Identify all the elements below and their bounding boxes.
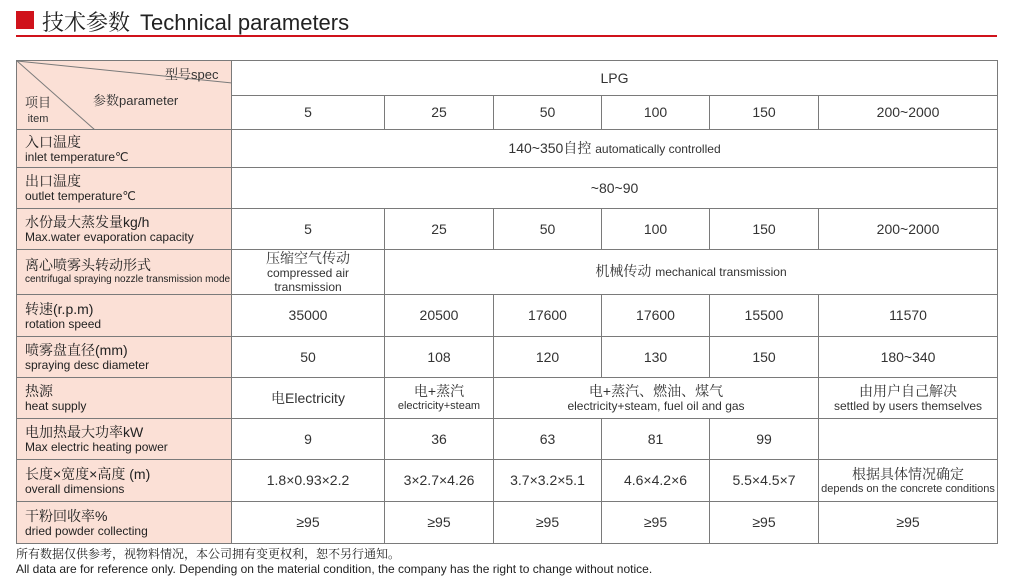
value-cell: 36 — [385, 419, 494, 460]
value-cell: 11570 — [819, 295, 998, 337]
value-cell: 150 — [710, 209, 819, 250]
label-en: rotation speed — [25, 316, 102, 331]
dimensions-last-cell — [819, 460, 998, 502]
cell-zh: 压缩空气传动 — [266, 250, 350, 266]
label-en: dried powder collecting — [25, 523, 148, 538]
footer-note-en: All data are for reference only. Depending on the material condition, the company has the right to change without notice. — [16, 562, 653, 576]
value-cell: 150 — [710, 337, 819, 378]
row-outlet-temperature — [17, 168, 998, 209]
header-divider — [16, 35, 997, 37]
label-zh: 水份最大蒸发量kg/h — [25, 214, 150, 230]
model-size-cell: 5 — [232, 96, 385, 130]
model-size-cell: 150 — [710, 96, 819, 130]
row-label — [17, 168, 232, 209]
row-rotation-speed — [17, 295, 998, 337]
value-cell: 5 — [232, 209, 385, 250]
cell-en: electricity+steam — [397, 400, 481, 412]
value-cell: 50 — [494, 209, 602, 250]
label-zh: 离心喷雾头转动形式 — [25, 257, 151, 273]
label-zh: 热源 — [25, 383, 53, 399]
value-cell: ≥95 — [494, 502, 602, 544]
row-label — [17, 209, 232, 250]
nozzle-rest-cell — [385, 250, 998, 295]
value-cell: 4.6×4.2×6 — [602, 460, 710, 502]
nozzle-first-cell — [232, 250, 385, 295]
label-en: spraying desc diameter — [25, 358, 150, 372]
cell-en: compressed air transmission — [266, 266, 350, 294]
value-cell: 130 — [602, 337, 710, 378]
corner-cell — [17, 61, 232, 130]
row-overall-dimensions — [17, 460, 998, 502]
corner-item-en: item — [27, 113, 49, 125]
heat-electric-steam-cell — [385, 378, 494, 419]
cell-en: mechanical transmission — [655, 265, 787, 279]
value-cell: ≥95 — [602, 502, 710, 544]
label-zh: 入口温度 — [25, 133, 81, 150]
value-cell: 63 — [494, 419, 602, 460]
heat-user-cell — [819, 378, 998, 419]
value-cell: 9 — [232, 419, 385, 460]
value-cell: 50 — [232, 337, 385, 378]
inlet-value-cell — [232, 130, 998, 168]
value-cell: 5.5×4.5×7 — [710, 460, 819, 502]
value-cell: 3.7×3.2×5.1 — [494, 460, 602, 502]
corner-parameter-label: 参数parameter — [93, 93, 179, 108]
label-zh: 电加热最大功率kW — [25, 424, 144, 440]
row-powder-recovery — [17, 502, 998, 544]
value-cell: 99 — [710, 419, 819, 460]
value-cell: 17600 — [602, 295, 710, 337]
cell-zh: 电+蒸汽 — [413, 383, 465, 399]
label-zh: 长度×宽度×高度 (m) — [25, 465, 151, 482]
spec-table — [16, 60, 998, 544]
row-evaporation-capacity — [17, 209, 998, 250]
row-label — [17, 130, 232, 168]
row-label — [17, 460, 232, 502]
cell-zh: 根据具体情况确定 — [852, 465, 965, 482]
label-zh: 干粉回收率% — [25, 507, 108, 524]
value-cell: ≥95 — [385, 502, 494, 544]
value-cell — [819, 419, 998, 460]
value-cell: 15500 — [710, 295, 819, 337]
label-en: Max electric heating power — [25, 440, 168, 454]
section-title-zh: 技术参数 — [42, 10, 131, 35]
footer-note — [16, 547, 652, 577]
cell-zh: 机械传动 — [595, 263, 652, 279]
corner-item-label — [25, 95, 51, 127]
row-label — [17, 419, 232, 460]
value-cell: 25 — [385, 209, 494, 250]
value-cell: 100 — [602, 209, 710, 250]
label-en: inlet temperature℃ — [25, 149, 129, 164]
model-size-cell: 50 — [494, 96, 602, 130]
label-en: overall dimensions — [25, 481, 125, 496]
model-header-row — [17, 61, 998, 96]
model-name-cell: LPG — [232, 61, 998, 96]
value-cell: 180~340 — [819, 337, 998, 378]
value-cell: 17600 — [494, 295, 602, 337]
section-header — [0, 0, 1031, 40]
row-inlet-temperature — [17, 130, 998, 168]
value-cell: 3×2.7×4.26 — [385, 460, 494, 502]
inlet-value-en: automatically controlled — [595, 141, 721, 156]
row-label — [17, 250, 232, 295]
row-nozzle-transmission — [17, 250, 998, 295]
corner-item-zh: 项目 — [25, 95, 52, 110]
value-cell: 20500 — [385, 295, 494, 337]
label-en: heat supply — [25, 399, 87, 413]
model-size-cell: 25 — [385, 96, 494, 130]
cell-en: electricity+steam, fuel oil and gas — [567, 399, 745, 413]
row-label — [17, 295, 232, 337]
row-label — [17, 502, 232, 544]
value-cell: ≥95 — [232, 502, 385, 544]
outlet-value-cell: ~80~90 — [232, 168, 998, 209]
row-label — [17, 378, 232, 419]
value-cell: 1.8×0.93×2.2 — [232, 460, 385, 502]
row-heating-power — [17, 419, 998, 460]
red-square-marker — [16, 11, 34, 29]
label-en: Max.water evaporation capacity — [25, 230, 194, 244]
cell-en: settled by users themselves — [833, 399, 983, 413]
cell-zh: 电+蒸汽、燃油、煤气 — [588, 383, 724, 399]
label-zh: 出口温度 — [25, 173, 81, 189]
inlet-value-zh: 140~350自控 — [508, 139, 592, 156]
heat-multi-source-cell — [494, 378, 819, 419]
model-size-cell: 100 — [602, 96, 710, 130]
value-cell: 108 — [385, 337, 494, 378]
cell-en: depends on the concrete conditions — [821, 482, 995, 495]
value-cell: 120 — [494, 337, 602, 378]
label-zh: 转速(r.p.m) — [25, 300, 94, 317]
section-title-en: Technical parameters — [140, 10, 350, 35]
value-cell: 35000 — [232, 295, 385, 337]
section-title — [42, 6, 349, 37]
value-cell: ≥95 — [819, 502, 998, 544]
value-cell: ≥95 — [710, 502, 819, 544]
corner-spec-label: 型号spec — [165, 67, 219, 82]
row-label — [17, 337, 232, 378]
heat-electric-cell: 电Electricity — [232, 378, 385, 419]
label-en: centrifugal spraying nozzle transmission mode — [25, 274, 231, 285]
row-heat-supply — [17, 378, 998, 419]
cell-zh: 由用户自己解决 — [859, 383, 958, 399]
model-size-cell: 200~2000 — [819, 96, 998, 130]
value-cell: 81 — [602, 419, 710, 460]
value-cell: 200~2000 — [819, 209, 998, 250]
footer-note-zh: 所有数据仅供参考，视物料情况，本公司拥有变更权利，恕不另行通知。 — [16, 547, 401, 561]
row-spray-disc-diameter — [17, 337, 998, 378]
label-zh: 喷雾盘直径(mm) — [25, 342, 128, 358]
label-en: outlet temperature℃ — [25, 189, 136, 203]
